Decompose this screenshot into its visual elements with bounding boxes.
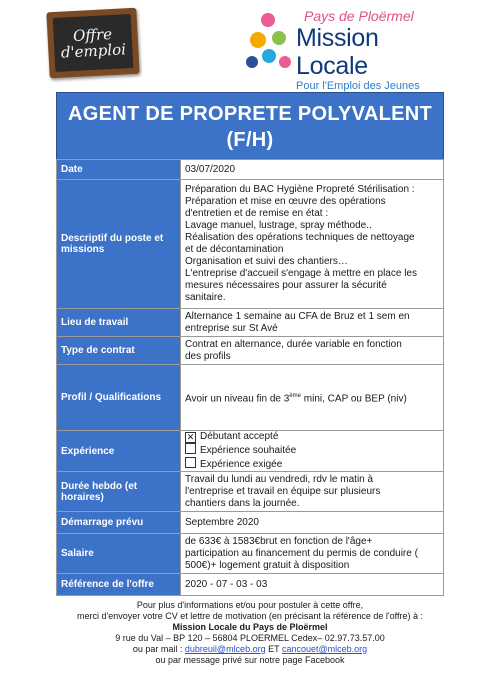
value-contrat	[181, 337, 444, 365]
job-title-line2: (F/H)	[226, 129, 274, 151]
duree-line: Travail du lundi au vendredi, rdv le matin à	[185, 473, 374, 485]
footer-mail-mid: ET	[265, 644, 282, 654]
descriptif-line: Préparation du BAC Hygiène Propreté Stérilisation :	[185, 184, 415, 195]
label-date: Date	[57, 160, 181, 180]
value-duree	[181, 472, 444, 512]
value-date: 03/07/2020	[181, 160, 444, 180]
contrat-line: des profils	[185, 350, 231, 362]
profil-pre: Avoir un niveau fin de 3	[185, 393, 290, 405]
experience-option	[185, 443, 439, 457]
offre-emploi-badge	[46, 8, 139, 79]
value-reference: 2020 - 07 - 03 - 03	[181, 574, 444, 596]
footer-line2: merci d'envoyer votre CV et lettre de motivation (en précisant la référence de l'offre) à :	[77, 611, 423, 621]
descriptif-line: L'entreprise d'accueil s'engage à mettre en place les	[185, 268, 417, 279]
label-duree	[57, 472, 181, 512]
email-link-cancouet[interactable]: cancouet@mlceb.org	[281, 644, 368, 654]
experience-option-label: Expérience souhaitée	[200, 445, 297, 456]
badge-slate	[53, 14, 134, 72]
descriptif-line: Lavage manuel, lustrage, spray méthode..	[185, 220, 372, 231]
footer-mail-prefix: ou par mail :	[132, 644, 185, 654]
row-duree	[57, 472, 444, 512]
duree-label-line2: (et horaires)	[61, 480, 138, 503]
descriptif-line: Réalisation des opérations techniques de nettoyage	[185, 232, 415, 243]
logo-subtitle: Pour l'Emploi des Jeunes	[296, 80, 420, 92]
duree-line: l'entreprise et travail en équipe sur plusieurs	[185, 485, 381, 497]
experience-option	[185, 431, 439, 443]
row-profil	[57, 365, 444, 431]
contact-footer	[40, 600, 460, 666]
label-descriptif: Descriptif du poste et missions	[57, 180, 181, 309]
label-lieu: Lieu de travail	[57, 309, 181, 337]
descriptif-line: sanitaire.	[185, 292, 226, 303]
salaire-line: 500€)+ logement gratuit à disposition	[185, 559, 350, 571]
descriptif-line: Préparation et mise en œuvre des opérations	[185, 196, 386, 207]
value-lieu	[181, 309, 444, 337]
label-experience: Expérience	[57, 431, 181, 472]
mission-locale-emblem-icon	[238, 10, 298, 78]
checkbox-checked-icon[interactable]: ✕	[186, 432, 195, 442]
duree-line: chantiers dans la journée.	[185, 497, 300, 509]
row-experience	[57, 431, 444, 472]
row-descriptif	[57, 180, 444, 309]
experience-option-label: Débutant accepté	[200, 431, 279, 442]
salaire-line: de 633€ à 1583€brut en fonction de l'âge+	[185, 535, 373, 547]
mission-locale-logo	[238, 8, 438, 92]
descriptif-line: et de décontamination	[185, 244, 284, 255]
badge-line2: d'emploi	[60, 40, 127, 62]
descriptif-line: mesures nécessaires pour assurer la sécurité	[185, 280, 387, 291]
logo-pays: Pays de Ploërmel	[304, 8, 414, 24]
value-descriptif	[181, 180, 444, 309]
job-title-line1: AGENT DE PROPRETE POLYVALENT	[67, 103, 432, 125]
lieu-line: entreprise sur St Avé	[185, 322, 278, 334]
checkbox-unchecked-icon[interactable]	[185, 457, 196, 468]
job-details-table	[56, 159, 444, 596]
footer-address: 9 rue du Val – BP 120 – 56804 PLOERMEL Cedex– 02.97.73.57.00	[115, 633, 385, 643]
label-contrat: Type de contrat	[57, 337, 181, 365]
experience-option-label: Expérience exigée	[200, 459, 283, 470]
footer-facebook-line: ou par message privé sur notre page Facebook	[155, 655, 345, 665]
checkbox-unchecked-icon[interactable]	[185, 443, 196, 454]
job-title-band	[56, 92, 444, 162]
row-demarrage	[57, 512, 444, 534]
profil-sup: ème	[289, 392, 302, 399]
duree-label-line1: Durée hebdo	[61, 480, 123, 492]
row-lieu	[57, 309, 444, 337]
badge-line1: Offre	[72, 25, 113, 46]
descriptif-line: d'entretien et de remise en état :	[185, 208, 329, 219]
experience-option	[185, 457, 439, 471]
logo-text	[296, 8, 438, 92]
value-salaire	[181, 534, 444, 574]
email-link-dubreuil[interactable]: dubreuil@mlceb.org	[184, 644, 266, 654]
contrat-line: Contrat en alternance, durée variable en fonction	[185, 338, 402, 350]
value-demarrage: Septembre 2020	[181, 512, 444, 534]
value-profil	[181, 365, 444, 431]
salaire-line: participation au financement du permis de conduire (	[185, 547, 418, 559]
footer-mail-line	[40, 644, 460, 655]
lieu-line: Alternance 1 semaine au CFA de Bruz et 1 sem en	[185, 310, 410, 322]
row-salaire	[57, 534, 444, 574]
value-experience	[181, 431, 444, 472]
footer-line1: Pour plus d'informations et/ou pour postuler à cette offre,	[136, 600, 364, 610]
row-reference	[57, 574, 444, 596]
row-contrat	[57, 337, 444, 365]
descriptif-line: Organisation et suivi des chantiers…	[185, 256, 348, 267]
label-profil: Profil / Qualifications	[57, 365, 181, 431]
label-reference: Référence de l'offre	[57, 574, 181, 596]
logo-title: Mission Locale	[296, 24, 379, 80]
label-salaire: Salaire	[57, 534, 181, 574]
row-date	[57, 160, 444, 180]
footer-org: Mission Locale du Pays de Ploërmel	[172, 622, 328, 632]
profil-post: mini, CAP ou BEP (niv)	[301, 393, 407, 405]
label-demarrage: Démarrage prévu	[57, 512, 181, 534]
